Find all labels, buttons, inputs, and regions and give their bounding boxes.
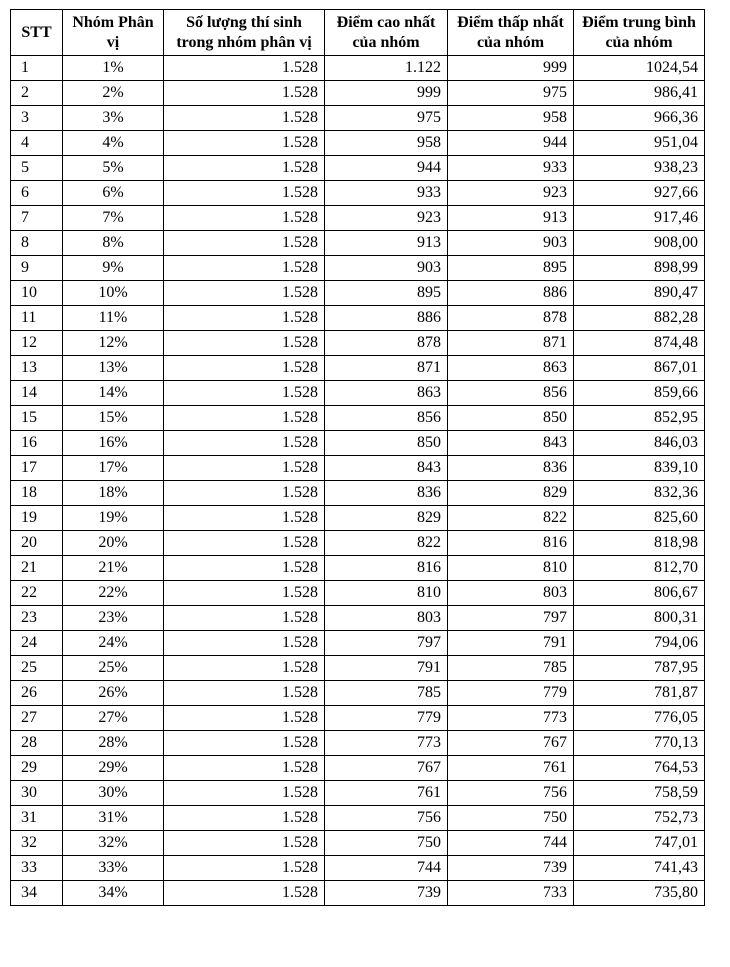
cell-min-score: 923: [448, 181, 574, 206]
cell-max-score: 850: [325, 431, 448, 456]
table-row: [11, 631, 705, 656]
table-row: [11, 231, 705, 256]
table-row: [11, 781, 705, 806]
cell-min-score: 756: [448, 781, 574, 806]
cell-percentile-group: 31%: [63, 806, 164, 831]
cell-min-score: 785: [448, 656, 574, 681]
cell-min-score: 739: [448, 856, 574, 881]
cell-candidate-count: 1.528: [164, 356, 325, 381]
cell-stt: 31: [11, 806, 63, 831]
cell-candidate-count: 1.528: [164, 56, 325, 81]
cell-min-score: 836: [448, 456, 574, 481]
cell-stt: 22: [11, 581, 63, 606]
cell-avg-score: 752,73: [574, 806, 705, 831]
cell-stt: 25: [11, 656, 63, 681]
cell-avg-score: 825,60: [574, 506, 705, 531]
header-candidate-count: Số lượng thí sinh trong nhóm phân vị: [164, 10, 325, 56]
table-row: [11, 656, 705, 681]
cell-stt: 28: [11, 731, 63, 756]
cell-candidate-count: 1.528: [164, 806, 325, 831]
cell-max-score: 933: [325, 181, 448, 206]
table-row: [11, 881, 705, 906]
cell-avg-score: 927,66: [574, 181, 705, 206]
cell-percentile-group: 30%: [63, 781, 164, 806]
cell-max-score: 761: [325, 781, 448, 806]
cell-min-score: 886: [448, 281, 574, 306]
cell-min-score: 933: [448, 156, 574, 181]
cell-stt: 10: [11, 281, 63, 306]
cell-avg-score: 764,53: [574, 756, 705, 781]
table-row: [11, 131, 705, 156]
cell-percentile-group: 21%: [63, 556, 164, 581]
table-row: [11, 856, 705, 881]
cell-max-score: 829: [325, 506, 448, 531]
cell-stt: 20: [11, 531, 63, 556]
cell-max-score: 750: [325, 831, 448, 856]
cell-percentile-group: 32%: [63, 831, 164, 856]
cell-avg-score: 1024,54: [574, 56, 705, 81]
cell-avg-score: 812,70: [574, 556, 705, 581]
table-row: [11, 356, 705, 381]
cell-max-score: 822: [325, 531, 448, 556]
cell-min-score: 944: [448, 131, 574, 156]
cell-candidate-count: 1.528: [164, 281, 325, 306]
cell-percentile-group: 4%: [63, 131, 164, 156]
header-percentile-group: Nhóm Phân vị: [63, 10, 164, 56]
cell-percentile-group: 11%: [63, 306, 164, 331]
cell-candidate-count: 1.528: [164, 431, 325, 456]
cell-stt: 30: [11, 781, 63, 806]
cell-max-score: 923: [325, 206, 448, 231]
cell-max-score: 785: [325, 681, 448, 706]
cell-candidate-count: 1.528: [164, 131, 325, 156]
cell-min-score: 999: [448, 56, 574, 81]
header-stt: STT: [11, 10, 63, 56]
cell-candidate-count: 1.528: [164, 881, 325, 906]
cell-candidate-count: 1.528: [164, 756, 325, 781]
cell-percentile-group: 7%: [63, 206, 164, 231]
cell-percentile-group: 14%: [63, 381, 164, 406]
cell-stt: 16: [11, 431, 63, 456]
table-row: [11, 281, 705, 306]
cell-stt: 4: [11, 131, 63, 156]
cell-max-score: 779: [325, 706, 448, 731]
cell-stt: 3: [11, 106, 63, 131]
cell-percentile-group: 15%: [63, 406, 164, 431]
cell-percentile-group: 19%: [63, 506, 164, 531]
cell-stt: 23: [11, 606, 63, 631]
cell-candidate-count: 1.528: [164, 481, 325, 506]
table-row: [11, 181, 705, 206]
cell-avg-score: 776,05: [574, 706, 705, 731]
cell-percentile-group: 9%: [63, 256, 164, 281]
cell-avg-score: 898,99: [574, 256, 705, 281]
cell-stt: 26: [11, 681, 63, 706]
cell-max-score: 913: [325, 231, 448, 256]
table-row: [11, 531, 705, 556]
cell-min-score: 744: [448, 831, 574, 856]
table-row: [11, 331, 705, 356]
table-row: [11, 106, 705, 131]
cell-percentile-group: 10%: [63, 281, 164, 306]
cell-candidate-count: 1.528: [164, 556, 325, 581]
cell-percentile-group: 16%: [63, 431, 164, 456]
cell-stt: 2: [11, 81, 63, 106]
cell-percentile-group: 6%: [63, 181, 164, 206]
table-row: [11, 256, 705, 281]
cell-avg-score: 951,04: [574, 131, 705, 156]
cell-min-score: 863: [448, 356, 574, 381]
cell-candidate-count: 1.528: [164, 406, 325, 431]
table-row: [11, 556, 705, 581]
header-avg-score: Điểm trung bình của nhóm: [574, 10, 705, 56]
table-row: [11, 406, 705, 431]
table-row: [11, 56, 705, 81]
cell-percentile-group: 23%: [63, 606, 164, 631]
cell-min-score: 850: [448, 406, 574, 431]
table-container: [10, 9, 705, 906]
cell-percentile-group: 12%: [63, 331, 164, 356]
table-row: [11, 456, 705, 481]
cell-stt: 18: [11, 481, 63, 506]
cell-min-score: 822: [448, 506, 574, 531]
cell-min-score: 733: [448, 881, 574, 906]
cell-max-score: 863: [325, 381, 448, 406]
cell-max-score: 816: [325, 556, 448, 581]
cell-min-score: 829: [448, 481, 574, 506]
cell-max-score: 903: [325, 256, 448, 281]
cell-min-score: 791: [448, 631, 574, 656]
cell-stt: 5: [11, 156, 63, 181]
cell-stt: 11: [11, 306, 63, 331]
cell-min-score: 913: [448, 206, 574, 231]
cell-candidate-count: 1.528: [164, 181, 325, 206]
table-header: [11, 10, 705, 56]
table-row: [11, 381, 705, 406]
cell-avg-score: 818,98: [574, 531, 705, 556]
cell-min-score: 803: [448, 581, 574, 606]
cell-percentile-group: 29%: [63, 756, 164, 781]
cell-candidate-count: 1.528: [164, 206, 325, 231]
cell-candidate-count: 1.528: [164, 781, 325, 806]
cell-candidate-count: 1.528: [164, 656, 325, 681]
cell-percentile-group: 5%: [63, 156, 164, 181]
cell-avg-score: 806,67: [574, 581, 705, 606]
cell-min-score: 816: [448, 531, 574, 556]
cell-avg-score: 787,95: [574, 656, 705, 681]
cell-percentile-group: 24%: [63, 631, 164, 656]
cell-min-score: 797: [448, 606, 574, 631]
cell-avg-score: 781,87: [574, 681, 705, 706]
cell-max-score: 744: [325, 856, 448, 881]
cell-percentile-group: 13%: [63, 356, 164, 381]
cell-avg-score: 908,00: [574, 231, 705, 256]
cell-min-score: 773: [448, 706, 574, 731]
cell-min-score: 958: [448, 106, 574, 131]
cell-avg-score: 882,28: [574, 306, 705, 331]
cell-percentile-group: 27%: [63, 706, 164, 731]
cell-max-score: 999: [325, 81, 448, 106]
header-max-score: Điểm cao nhất của nhóm: [325, 10, 448, 56]
cell-candidate-count: 1.528: [164, 331, 325, 356]
cell-percentile-group: 34%: [63, 881, 164, 906]
cell-max-score: 803: [325, 606, 448, 631]
cell-candidate-count: 1.528: [164, 531, 325, 556]
cell-max-score: 871: [325, 356, 448, 381]
cell-candidate-count: 1.528: [164, 731, 325, 756]
cell-candidate-count: 1.528: [164, 156, 325, 181]
cell-percentile-group: 25%: [63, 656, 164, 681]
cell-max-score: 958: [325, 131, 448, 156]
cell-avg-score: 890,47: [574, 281, 705, 306]
table-row: [11, 481, 705, 506]
percentile-score-table: [10, 9, 705, 906]
cell-max-score: 856: [325, 406, 448, 431]
cell-percentile-group: 3%: [63, 106, 164, 131]
table-row: [11, 306, 705, 331]
table-row: [11, 206, 705, 231]
cell-stt: 19: [11, 506, 63, 531]
table-row: [11, 806, 705, 831]
cell-stt: 12: [11, 331, 63, 356]
cell-candidate-count: 1.528: [164, 381, 325, 406]
table-row: [11, 831, 705, 856]
cell-percentile-group: 17%: [63, 456, 164, 481]
cell-min-score: 895: [448, 256, 574, 281]
cell-avg-score: 839,10: [574, 456, 705, 481]
cell-percentile-group: 33%: [63, 856, 164, 881]
cell-stt: 27: [11, 706, 63, 731]
table-row: [11, 681, 705, 706]
cell-candidate-count: 1.528: [164, 856, 325, 881]
table-row: [11, 731, 705, 756]
cell-avg-score: 867,01: [574, 356, 705, 381]
cell-stt: 24: [11, 631, 63, 656]
header-row: [11, 10, 705, 56]
cell-candidate-count: 1.528: [164, 106, 325, 131]
cell-candidate-count: 1.528: [164, 706, 325, 731]
cell-avg-score: 938,23: [574, 156, 705, 181]
cell-max-score: 810: [325, 581, 448, 606]
cell-min-score: 750: [448, 806, 574, 831]
cell-min-score: 810: [448, 556, 574, 581]
cell-avg-score: 852,95: [574, 406, 705, 431]
cell-stt: 1: [11, 56, 63, 81]
cell-max-score: 836: [325, 481, 448, 506]
cell-min-score: 761: [448, 756, 574, 781]
cell-min-score: 878: [448, 306, 574, 331]
cell-min-score: 843: [448, 431, 574, 456]
cell-stt: 7: [11, 206, 63, 231]
cell-max-score: 773: [325, 731, 448, 756]
cell-percentile-group: 1%: [63, 56, 164, 81]
cell-max-score: 797: [325, 631, 448, 656]
cell-avg-score: 832,36: [574, 481, 705, 506]
cell-min-score: 767: [448, 731, 574, 756]
table-row: [11, 581, 705, 606]
cell-stt: 8: [11, 231, 63, 256]
cell-max-score: 843: [325, 456, 448, 481]
cell-candidate-count: 1.528: [164, 456, 325, 481]
table-row: [11, 756, 705, 781]
cell-max-score: 756: [325, 806, 448, 831]
cell-candidate-count: 1.528: [164, 681, 325, 706]
cell-max-score: 895: [325, 281, 448, 306]
cell-avg-score: 758,59: [574, 781, 705, 806]
cell-min-score: 975: [448, 81, 574, 106]
cell-avg-score: 770,13: [574, 731, 705, 756]
header-min-score: Điểm thấp nhất của nhóm: [448, 10, 574, 56]
cell-avg-score: 859,66: [574, 381, 705, 406]
cell-candidate-count: 1.528: [164, 231, 325, 256]
cell-max-score: 739: [325, 881, 448, 906]
cell-percentile-group: 2%: [63, 81, 164, 106]
cell-stt: 21: [11, 556, 63, 581]
cell-min-score: 871: [448, 331, 574, 356]
cell-max-score: 791: [325, 656, 448, 681]
cell-max-score: 944: [325, 156, 448, 181]
table-row: [11, 706, 705, 731]
cell-stt: 33: [11, 856, 63, 881]
cell-stt: 6: [11, 181, 63, 206]
cell-stt: 17: [11, 456, 63, 481]
table-row: [11, 81, 705, 106]
cell-max-score: 886: [325, 306, 448, 331]
cell-avg-score: 917,46: [574, 206, 705, 231]
cell-candidate-count: 1.528: [164, 506, 325, 531]
cell-candidate-count: 1.528: [164, 81, 325, 106]
cell-avg-score: 794,06: [574, 631, 705, 656]
table-row: [11, 431, 705, 456]
cell-avg-score: 747,01: [574, 831, 705, 856]
cell-stt: 14: [11, 381, 63, 406]
cell-max-score: 767: [325, 756, 448, 781]
cell-stt: 13: [11, 356, 63, 381]
table-body: [11, 56, 705, 906]
cell-avg-score: 800,31: [574, 606, 705, 631]
cell-avg-score: 966,36: [574, 106, 705, 131]
cell-candidate-count: 1.528: [164, 631, 325, 656]
table-row: [11, 606, 705, 631]
cell-avg-score: 846,03: [574, 431, 705, 456]
cell-avg-score: 874,48: [574, 331, 705, 356]
cell-min-score: 856: [448, 381, 574, 406]
cell-percentile-group: 8%: [63, 231, 164, 256]
cell-percentile-group: 22%: [63, 581, 164, 606]
cell-percentile-group: 26%: [63, 681, 164, 706]
cell-candidate-count: 1.528: [164, 581, 325, 606]
cell-candidate-count: 1.528: [164, 831, 325, 856]
table-row: [11, 506, 705, 531]
cell-min-score: 779: [448, 681, 574, 706]
cell-avg-score: 986,41: [574, 81, 705, 106]
cell-candidate-count: 1.528: [164, 306, 325, 331]
cell-percentile-group: 20%: [63, 531, 164, 556]
cell-stt: 34: [11, 881, 63, 906]
cell-max-score: 878: [325, 331, 448, 356]
table-row: [11, 156, 705, 181]
cell-avg-score: 741,43: [574, 856, 705, 881]
cell-stt: 29: [11, 756, 63, 781]
cell-max-score: 1.122: [325, 56, 448, 81]
cell-stt: 15: [11, 406, 63, 431]
cell-stt: 32: [11, 831, 63, 856]
cell-min-score: 903: [448, 231, 574, 256]
cell-candidate-count: 1.528: [164, 606, 325, 631]
cell-percentile-group: 28%: [63, 731, 164, 756]
cell-percentile-group: 18%: [63, 481, 164, 506]
cell-candidate-count: 1.528: [164, 256, 325, 281]
cell-avg-score: 735,80: [574, 881, 705, 906]
cell-stt: 9: [11, 256, 63, 281]
cell-max-score: 975: [325, 106, 448, 131]
